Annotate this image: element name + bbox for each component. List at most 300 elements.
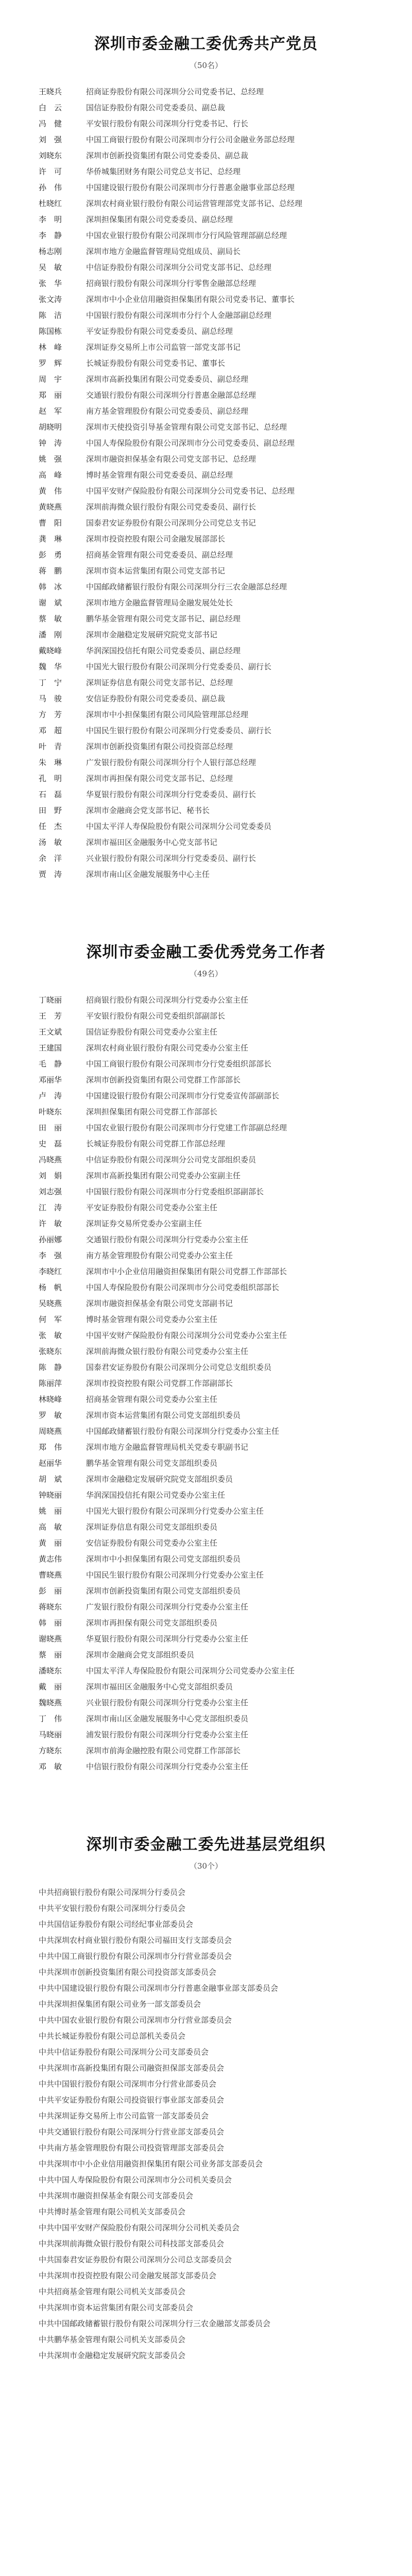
organization-item: 中共深圳农村商业银行股份有限公司福田支行支部委员会: [39, 1936, 232, 1945]
section-count: （49名）: [189, 969, 223, 978]
section-outstanding-party-members: [0, 31, 412, 883]
list-item: [39, 1663, 373, 1679]
list-item: [39, 579, 373, 595]
list-item: [39, 1535, 373, 1551]
list-item: [39, 1008, 373, 1024]
organization-item: 中共深圳市融资担保基金有限公司支部委员会: [39, 2191, 194, 2200]
person-name: 杨志刚: [39, 247, 62, 256]
person-title: 中国工商银行股份有限公司深圳市分行党委组织部部长: [86, 1059, 272, 1069]
person-title: 中国邮政储蓄银行股份有限公司深圳分行三农金融部总经理: [86, 582, 287, 591]
organization-item: 中共深圳市投资控股有限公司金融发展部支部委员会: [39, 2271, 217, 2280]
person-title: 国信证券股份有限公司党委办公室主任: [86, 1027, 218, 1037]
person-name: 王 芳: [39, 1011, 62, 1021]
person-title: 深圳市资本运营集团有限公司党支部组织委员: [86, 1411, 241, 1420]
person-title: 深圳市创新投资集团有限公司党群工作部部长: [86, 1075, 241, 1084]
list-item: [39, 1184, 373, 1200]
person-name: 丁 宁: [39, 678, 62, 687]
person-title: 深圳市南山区金融发展服务中心主任: [86, 870, 210, 879]
person-name: 曹 阳: [39, 518, 62, 528]
person-title: 深圳市福田区金融服务中心党支部书记: [86, 838, 218, 847]
person-name: 贾 涛: [39, 870, 62, 879]
list-item: [39, 1168, 373, 1184]
person-title: 中国工商银行股份有限公司深圳市分行公司金融业务部总经理: [86, 135, 295, 144]
person-name: 朱 琳: [39, 758, 62, 767]
person-title: 深圳市南山区金融发展服务中心党支部组织委员: [86, 1714, 249, 1723]
person-name: 姚 丽: [39, 1506, 62, 1516]
list-item: [39, 659, 373, 675]
list-item: [39, 1439, 373, 1455]
person-title: 深圳市创新投资集团有限公司党委委员、副总裁: [86, 151, 249, 160]
list-item: [39, 132, 373, 148]
list-item: [39, 643, 373, 659]
list-item: [39, 851, 373, 867]
person-name: 蔡 丽: [39, 1650, 62, 1659]
person-name: 陈 洁: [39, 311, 62, 320]
person-name: 陈国栋: [39, 327, 62, 336]
person-title: 南方基金管理股份有限公司党委委员、副总经理: [86, 406, 249, 416]
list-item: [39, 1152, 373, 1168]
list-item: [39, 324, 373, 340]
person-title: 深圳市金融商会党支部组织委员: [86, 1650, 195, 1659]
person-title: 深圳市天使投资引导基金管理有限公司党支部书记、总经理: [86, 422, 287, 432]
organization-list: [39, 1885, 373, 2364]
list-item: [39, 803, 373, 819]
person-title: 华润深国投信托有限公司党委办公室主任: [86, 1490, 226, 1500]
person-name: 丁 伟: [39, 1714, 62, 1723]
person-name: 林 峰: [39, 343, 62, 352]
organization-item: 中共深圳市中小企业信用融资担保集团有限公司业务部支部委员会: [39, 2159, 263, 2168]
person-title: 深圳市资本运营集团有限公司党支部书记: [86, 566, 226, 575]
list-item: [39, 1200, 373, 1216]
person-title: 深圳市再担保有限公司党支部书记、总经理: [86, 774, 233, 783]
person-title: 交通银行股份有限公司深圳分行普惠金融部总经理: [86, 391, 256, 400]
person-title: 深圳农村商业银行股份有限公司党委办公室主任: [86, 1043, 249, 1053]
person-title: 中国光大银行股份有限公司深圳分行党委委员、副行长: [86, 662, 272, 671]
person-title: 招商证券股份有限公司深圳分公司党委书记、总经理: [86, 87, 264, 96]
organization-item: 中共深圳前海微众银行股份有限公司科技部支部委员会: [39, 2239, 225, 2248]
list-item: [39, 1455, 373, 1471]
person-name: 刘 强: [39, 135, 62, 144]
list-item: [39, 419, 373, 435]
list-item: [39, 1711, 373, 1727]
person-name: 彭 勇: [39, 550, 62, 560]
person-title: 深圳市再担保有限公司党支部组织委员: [86, 1618, 218, 1628]
list-item: [39, 1567, 373, 1583]
list-item: [39, 1264, 373, 1280]
person-title: 安信证券股份有限公司党委办公室主任: [86, 1538, 218, 1548]
person-title: 广发银行股份有限公司深圳分行党委办公室主任: [86, 1602, 249, 1612]
person-name: 叶晓东: [39, 1107, 62, 1116]
person-title: 深圳市中小企业信用融资担保集团有限公司党群工作部部长: [86, 1267, 287, 1276]
list-item: [39, 1727, 373, 1743]
person-title: 深圳市投资控股有限公司党群工作部副部长: [86, 1379, 233, 1388]
person-title: 中国太平洋人寿保险股份有限公司深圳分公司党委办公室主任: [86, 1666, 295, 1675]
list-item: [39, 403, 373, 419]
person-name: 钟 涛: [39, 438, 62, 448]
list-item: [39, 1695, 373, 1711]
person-name: 张 华: [39, 279, 62, 288]
person-title: 深圳证券信息有限公司党支部组织委员: [86, 1522, 218, 1532]
person-name: 周晓燕: [39, 1427, 62, 1436]
person-name: 江 涛: [39, 1203, 62, 1212]
person-name: 黄 丽: [39, 1538, 62, 1548]
person-name: 姚 强: [39, 454, 62, 464]
list-item: [39, 1519, 373, 1535]
person-name: 冯 健: [39, 119, 62, 128]
person-name: 赵丽华: [39, 1459, 62, 1468]
person-title: 中国太平洋人寿保险股份有限公司深圳分公司党委委员: [86, 822, 272, 831]
person-title: 博时基金管理有限公司党委办公室主任: [86, 1315, 218, 1324]
section-count: （30个）: [189, 1861, 223, 1871]
person-name: 罗 敏: [39, 1411, 62, 1420]
person-title: 中国光大银行股份有限公司深圳分行党委办公室主任: [86, 1506, 264, 1516]
list-item: [39, 148, 373, 164]
person-name: 黄志伟: [39, 1554, 62, 1564]
person-title: 平安证券股份有限公司党委委员、副总经理: [86, 327, 233, 336]
list-item: [39, 1056, 373, 1072]
person-name: 魏晓燕: [39, 1698, 62, 1707]
person-title: 兴业银行股份有限公司深圳分行党委办公室主任: [86, 1698, 249, 1707]
person-name: 汤 敏: [39, 838, 62, 847]
organization-item: 中共长城证券股份有限公司总部机关委员会: [39, 2031, 186, 2041]
list-item: [39, 1120, 373, 1136]
list-item: [39, 1679, 373, 1695]
person-title: 招商基金管理有限公司党委办公室主任: [86, 1395, 218, 1404]
person-title: 中国邮政储蓄银行股份有限公司深圳分行党委办公室主任: [86, 1427, 280, 1436]
person-title: 深圳市中小担保集团有限公司风险管理部总经理: [86, 710, 249, 719]
person-title: 中信证券股份有限公司深圳分公司党支部书记、总经理: [86, 263, 272, 272]
person-title: 深圳市中小担保集团有限公司党支部组织委员: [86, 1554, 241, 1564]
list-item: [39, 819, 373, 835]
person-name: 刘晓东: [39, 151, 62, 160]
person-title: 平安银行股份有限公司党委组织部副部长: [86, 1011, 226, 1021]
person-title: 华夏银行股份有限公司深圳分行党委办公室主任: [86, 1634, 249, 1643]
organization-item: 中共中国建设银行股份有限公司深圳市分行普惠金融事业部支部委员会: [39, 1984, 279, 1993]
list-item: [39, 1376, 373, 1392]
person-title: 广发银行股份有限公司深圳分行个人银行部总经理: [86, 758, 256, 767]
list-item: [39, 212, 373, 228]
list-item: [39, 451, 373, 467]
person-name: 田 野: [39, 806, 62, 815]
person-name: 戴晓峰: [39, 646, 62, 655]
person-name: 胡 斌: [39, 1475, 62, 1484]
person-title: 安信证券股份有限公司党委委员、副总裁: [86, 694, 226, 703]
person-name: 蒋 鹏: [39, 566, 62, 575]
organization-item: 中共南方基金管理股份有限公司投资管理部支部委员会: [39, 2143, 225, 2153]
person-name: 田 丽: [39, 1123, 62, 1132]
list-item: [39, 1312, 373, 1328]
person-title: 中国农业银行股份有限公司深圳市分行党建工作部副总经理: [86, 1123, 287, 1132]
list-item: [39, 116, 373, 132]
person-title: 深圳前海微众银行股份有限公司党委委员、副行长: [86, 502, 256, 512]
list-item: [39, 483, 373, 499]
list-item: [39, 1136, 373, 1152]
organization-item: 中共深圳担保集团有限公司业务一部支部委员会: [39, 1999, 201, 2009]
person-name: 孔 明: [39, 774, 62, 783]
person-name: 陈 静: [39, 1363, 62, 1372]
person-name: 谢 斌: [39, 598, 62, 607]
person-title: 深圳市创新投资集团有限公司党支部组织委员: [86, 1586, 241, 1596]
list-item: [39, 308, 373, 324]
list-item: [39, 1408, 373, 1423]
person-name: 龚 琳: [39, 534, 62, 544]
person-title: 中国民生银行股份有限公司深圳分行党委委员、副行长: [86, 726, 272, 735]
list-item: [39, 1360, 373, 1376]
person-title: 招商银行股份有限公司深圳分行零售金融部总经理: [86, 279, 256, 288]
list-item: [39, 723, 373, 739]
person-title: 深圳市地方金融监督管理局机关党委专职副书记: [86, 1443, 249, 1452]
person-title: 华夏银行股份有限公司深圳分行党委委员、副行长: [86, 790, 256, 799]
organization-item: 中共平安银行股份有限公司深圳分行委员会: [39, 1904, 186, 1913]
person-title: 国泰君安证券股份有限公司深圳分公司党总支组织委员: [86, 1363, 272, 1372]
person-name: 林晓峰: [39, 1395, 62, 1404]
list-item: [39, 515, 373, 531]
person-title: 华润深国投信托有限公司党委委员、副总经理: [86, 646, 241, 655]
person-name: 孙 伟: [39, 183, 62, 192]
organization-item: 中共招商银行股份有限公司深圳分行委员会: [39, 1888, 186, 1897]
section-outstanding-party-workers: [0, 939, 412, 1775]
list-item: [39, 1743, 373, 1759]
person-name: 谢晓燕: [39, 1634, 62, 1643]
person-name: 叶 青: [39, 742, 62, 751]
person-title: 华侨城集团财务有限公司党总支书记、总经理: [86, 167, 241, 176]
person-title: 深圳市融资担保基金有限公司党支部副书记: [86, 1299, 233, 1308]
organization-item: 中共中信证券股份有限公司深圳分公司支部委员会: [39, 2047, 209, 2057]
person-name: 许 可: [39, 167, 62, 176]
organization-item: 中共中国农业银行股份有限公司深圳市分行营业部委员会: [39, 2015, 232, 2025]
list-item: [39, 228, 373, 244]
person-title: 深圳证券信息有限公司党支部书记、总经理: [86, 678, 233, 687]
list-item: [39, 1232, 373, 1248]
person-title: 长城证券股份有限公司党群工作部总经理: [86, 1139, 226, 1148]
person-title: 深圳市创新投资集团有限公司投资部总经理: [86, 742, 233, 751]
person-title: 中国平安财产保险股份有限公司深圳分公司党委办公室主任: [86, 1331, 287, 1340]
list-item: [39, 627, 373, 643]
person-title: 中国银行股份有限公司深圳市分行党委组织部副部长: [86, 1187, 264, 1196]
section-spacer: [0, 1775, 412, 1832]
person-name: 邓 敏: [39, 1762, 62, 1771]
person-title: 中国人寿保险股份有限公司深圳市分公司党委委员、副总经理: [86, 438, 295, 448]
person-name: 马晓丽: [39, 1730, 62, 1739]
section-title: 深圳市委金融工委优秀共产党员: [94, 35, 318, 53]
person-title: 中国平安财产保险股份有限公司深圳分公司党委书记、总经理: [86, 486, 295, 496]
list-item: [39, 244, 373, 260]
person-title: 深圳证券交易所党委办公室副主任: [86, 1219, 202, 1228]
person-name: 吴 敏: [39, 263, 62, 272]
person-name: 白 云: [39, 103, 62, 112]
list-item: [39, 467, 373, 483]
person-title: 深圳市地方金融监督管理局党组成员、副局长: [86, 247, 241, 256]
person-title: 中国人寿保险股份有限公司深圳市分公司党委组织部部长: [86, 1283, 280, 1292]
person-title: 国信证券股份有限公司党委委员、副总裁: [86, 103, 226, 112]
list-item: [39, 1296, 373, 1312]
person-name: 张晓东: [39, 1347, 62, 1356]
person-name: 李 强: [39, 1251, 62, 1260]
organization-item: 中共深圳证券交易所上市公司监管一部支部委员会: [39, 2111, 209, 2121]
list-item: [39, 371, 373, 387]
list-item: [39, 1471, 373, 1487]
person-name: 余 洋: [39, 854, 62, 863]
person-title: 招商基金管理有限公司党委委员、副总经理: [86, 550, 233, 560]
person-name: 王晓兵: [39, 87, 62, 96]
list-item: [39, 992, 373, 1008]
person-title: 长城证券股份有限公司党委书记、董事长: [86, 359, 226, 368]
list-item: [39, 1344, 373, 1360]
person-title: 深圳担保集团有限公司党委委员、副总经理: [86, 215, 233, 224]
list-item: [39, 531, 373, 547]
list-item: [39, 100, 373, 116]
person-name: 张文涛: [39, 295, 62, 304]
entry-list: [0, 992, 412, 1775]
person-name: 罗 辉: [39, 359, 62, 368]
list-item: [39, 260, 373, 276]
person-title: 鹏华基金管理有限公司党支部书记、副总经理: [86, 614, 241, 623]
person-title: 深圳证券交易所上市公司监管一部党支部书记: [86, 343, 241, 352]
person-name: 钟晓丽: [39, 1490, 62, 1500]
person-name: 戴 丽: [39, 1682, 62, 1691]
organization-item: 中共深圳市金融稳定发展研究院支部委员会: [39, 2351, 186, 2360]
person-title: 深圳担保集团有限公司党群工作部部长: [86, 1107, 218, 1116]
section-spacer: [0, 883, 412, 939]
person-name: 卢 涛: [39, 1091, 62, 1100]
list-item: [39, 755, 373, 771]
organization-item: 中共国信证券股份有限公司经纪事业部委员会: [39, 1920, 194, 1929]
organization-item: 中共中国工商银行股份有限公司深圳市分行营业部委员会: [39, 1952, 232, 1961]
section-count: （50名）: [189, 61, 223, 70]
list-item: [39, 771, 373, 787]
person-name: 蒋晓东: [39, 1602, 62, 1612]
person-title: 南方基金管理股份有限公司党委办公室主任: [86, 1251, 233, 1260]
person-name: 曹晓燕: [39, 1570, 62, 1580]
person-title: 深圳市福田区金融服务中心党支部组织委员: [86, 1682, 233, 1691]
person-name: 杜晓红: [39, 199, 62, 208]
person-name: 任 杰: [39, 822, 62, 831]
person-title: 中信证券股份有限公司深圳分公司党支部组织委员: [86, 1155, 256, 1164]
list-item: [39, 563, 373, 579]
person-name: 刘 娟: [39, 1171, 62, 1180]
list-item: [39, 867, 373, 883]
organization-item: 中共博时基金管理有限公司机关支部委员会: [39, 2207, 186, 2216]
person-name: 马 骏: [39, 694, 62, 703]
person-title: 鹏华基金管理有限公司党支部组织委员: [86, 1459, 218, 1468]
person-name: 孙丽娜: [39, 1235, 62, 1244]
list-item: [39, 1647, 373, 1663]
list-item: [39, 387, 373, 403]
person-title: 深圳市融资担保基金有限公司党支部书记、总经理: [86, 454, 256, 464]
person-name: 韩 冰: [39, 582, 62, 591]
person-title: 深圳市前海金融控股有限公司党群工作部部长: [86, 1746, 241, 1755]
person-name: 潘 刚: [39, 630, 62, 639]
list-item: [39, 675, 373, 691]
list-item: [39, 1599, 373, 1615]
list-item: [39, 1759, 373, 1775]
section-title: 深圳市委金融工委先进基层党组织: [86, 1836, 326, 1854]
person-name: 李 明: [39, 215, 62, 224]
person-title: 招商银行股份有限公司深圳分行党委办公室主任: [86, 995, 249, 1005]
list-item: [39, 707, 373, 723]
list-item: [39, 1423, 373, 1439]
list-item: [39, 164, 373, 180]
person-name: 邓丽华: [39, 1075, 62, 1084]
person-title: 交通银行股份有限公司深圳分行党委办公室主任: [86, 1235, 249, 1244]
person-name: 杨 帆: [39, 1283, 62, 1292]
person-name: 石 磊: [39, 790, 62, 799]
person-title: 深圳农村商业银行股份有限公司运营管理部党支部书记、总经理: [86, 199, 303, 208]
section-title: 深圳市委金融工委优秀党务工作者: [86, 943, 326, 961]
person-name: 蔡 敏: [39, 614, 62, 623]
list-item: [39, 1503, 373, 1519]
organization-item: 中共深圳市资本运营集团有限公司支部委员会: [39, 2303, 194, 2312]
list-item: [39, 1216, 373, 1232]
list-item: [39, 1328, 373, 1344]
organization-item: 中共招商基金管理有限公司机关支部委员会: [39, 2287, 186, 2296]
person-title: 中国建设银行股份有限公司深圳市分行党委宣传部副部长: [86, 1091, 280, 1100]
list-item: [39, 1088, 373, 1104]
person-name: 王文斌: [39, 1027, 62, 1037]
list-item: [39, 196, 373, 212]
person-title: 深圳市高新投集团有限公司党委委员、副总经理: [86, 375, 249, 384]
person-name: 张 敏: [39, 1331, 62, 1340]
person-name: 郑 丽: [39, 391, 62, 400]
person-name: 毛 静: [39, 1059, 62, 1069]
list-item: [39, 1024, 373, 1040]
person-name: 魏 华: [39, 662, 62, 671]
person-name: 李 静: [39, 231, 62, 240]
list-item: [39, 499, 373, 515]
person-title: 深圳前海微众银行股份有限公司党委办公室主任: [86, 1347, 249, 1356]
list-item: [39, 1040, 373, 1056]
entry-list: [0, 84, 412, 883]
list-item: [39, 835, 373, 851]
organization-item: 中共中国人寿保险股份有限公司深圳市分公司机关委员会: [39, 2175, 232, 2184]
list-item: [39, 276, 373, 292]
person-name: 胡晓明: [39, 422, 62, 432]
person-name: 王建国: [39, 1043, 62, 1053]
person-title: 中国民生银行股份有限公司深圳分行党委办公室主任: [86, 1570, 264, 1580]
person-title: 平安银行股份有限公司深圳分行党委书记、行长: [86, 119, 249, 128]
person-title: 深圳市金融稳定发展研究院党支部书记: [86, 630, 218, 639]
organization-item: 中共深圳市创新投资集团有限公司投资部支部委员会: [39, 1968, 217, 1977]
person-title: 深圳市地方金融监督管理局金融发展处处长: [86, 598, 233, 607]
organization-item: 中共国泰君安证券股份有限公司深圳分公司总支部委员会: [39, 2255, 232, 2264]
list-item: [39, 595, 373, 611]
list-item: [39, 739, 373, 755]
person-name: 潘晓东: [39, 1666, 62, 1675]
person-name: 吴晓燕: [39, 1299, 62, 1308]
person-name: 史 磊: [39, 1139, 62, 1148]
list-item: [39, 1392, 373, 1408]
person-name: 何 军: [39, 1315, 62, 1324]
person-name: 方 芳: [39, 710, 62, 719]
organization-item: 中共中国银行股份有限公司深圳市分行营业部委员会: [39, 2079, 217, 2089]
list-item: [39, 1551, 373, 1567]
person-title: 深圳市金融商会党支部书记、秘书长: [86, 806, 210, 815]
person-title: 博时基金管理有限公司党委委员、副总经理: [86, 470, 233, 480]
list-item: [39, 1104, 373, 1120]
list-item: [39, 547, 373, 563]
person-name: 韩 丽: [39, 1618, 62, 1628]
list-item: [39, 340, 373, 355]
person-name: 高 峰: [39, 470, 62, 480]
person-title: 深圳市中小企业信用融资担保集团有限公司党委书记、董事长: [86, 295, 295, 304]
list-item: [39, 1487, 373, 1503]
list-item: [39, 1248, 373, 1264]
person-title: 中信银行股份有限公司深圳分行党委办公室主任: [86, 1762, 249, 1771]
person-name: 丁晓丽: [39, 995, 62, 1005]
person-name: 赵 军: [39, 406, 62, 416]
list-item: [39, 691, 373, 707]
list-item: [39, 1631, 373, 1647]
